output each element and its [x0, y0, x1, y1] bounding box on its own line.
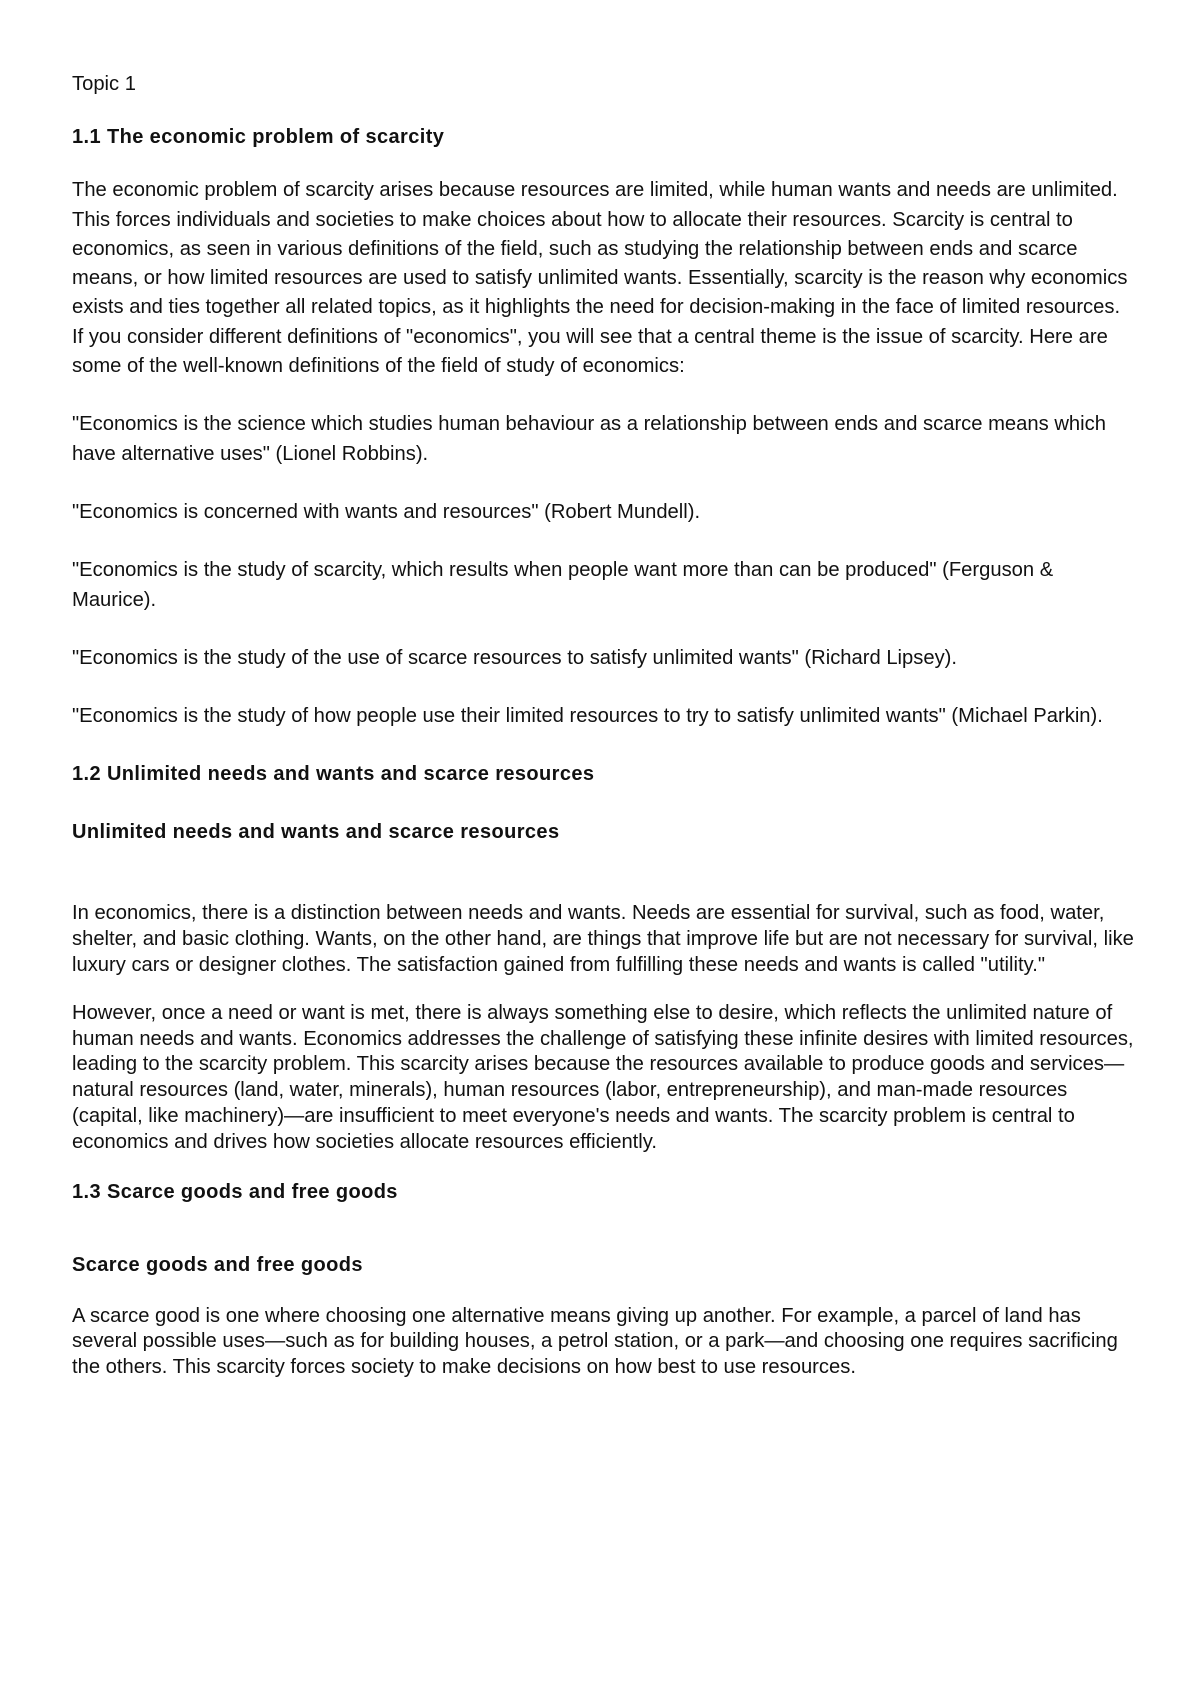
topic-label: Topic 1: [72, 73, 136, 95]
definition-quote-ferguson-maurice: "Economics is the study of scarcity, which results when people want more than can be produced" (Ferguson & Maurice).: [72, 559, 1054, 611]
section-1-3-paragraph-1: A scarce good is one where choosing one alternative means giving up another. For example, a parcel of land has several possible uses—such as for building houses, a petrol station, or a park—and choosing one requires sacrificing the others. This scarcity forces society to make decisions on how best to use resources.: [72, 1304, 1118, 1379]
section-subheading-1-2: Unlimited needs and wants and scarce resources: [72, 821, 560, 844]
section-heading-1-3: 1.3 Scarce goods and free goods: [72, 1180, 398, 1203]
section-heading-1-1: 1.1 The economic problem of scarcity: [72, 126, 445, 149]
section-1-1-paragraph-1: The economic problem of scarcity arises because resources are limited, while human wants and needs are unlimited. This forces individuals and societies to make choices about how to allocate their resources. Scarcity is central to economics, as seen in various definitions of the field, such as studying the relationship between ends and scarce means, or how limited resources are used to satisfy unlimited wants. Essentially, scarcity is the reason why economics exists and ties together all related topics, as it highlights the need for decision-making in the face of limited resources.: [72, 179, 1128, 319]
section-subheading-1-3: Scarce goods and free goods: [72, 1253, 363, 1276]
section-1-2-paragraph-1: In economics, there is a distinction between needs and wants. Needs are essential for survival, such as food, water, shelter, and basic clothing. Wants, on the other hand, are things that improve life but are not necessary for survival, like luxury cars or designer clothes. The satisfaction gained from fulfilling these needs and wants is called "utility.": [72, 902, 1134, 977]
document-page: [72, 70, 1142, 1381]
definition-quote-lipsey: "Economics is the study of the use of scarce resources to satisfy unlimited wants" (Richard Lipsey).: [72, 646, 958, 669]
definition-quote-parkin: "Economics is the study of how people use their limited resources to try to satisfy unlimited wants" (Michael Parkin).: [72, 705, 1103, 728]
section-1-1-paragraph-2: If you consider different definitions of "economics", you will see that a central theme is the issue of scarcity. Here are some of the well-known definitions of the field of study of economics:: [72, 325, 1108, 378]
section-heading-1-2: 1.2 Unlimited needs and wants and scarce resources: [72, 763, 595, 786]
section-1-2-paragraph-2: However, once a need or want is met, there is always something else to desire, which reflects the unlimited nature of human needs and wants. Economics addresses the challenge of satisfying these infinite desires with limited resources, leading to the scarcity problem. This scarcity arises because the resources available to produce goods and services—natural resources (land, water, minerals), human resources (labor, entrepreneurship), and man-made resources (capital, like machinery)—are insufficient to meet everyone's needs and wants. The scarcity problem is central to economics and drives how societies allocate resources efficiently.: [72, 1001, 1134, 1153]
definition-quote-robbins: "Economics is the science which studies human behaviour as a relationship between ends and scarce means which have alternative uses" (Lionel Robbins).: [72, 413, 1106, 465]
definition-quote-mundell: "Economics is concerned with wants and resources" (Robert Mundell).: [72, 500, 701, 523]
